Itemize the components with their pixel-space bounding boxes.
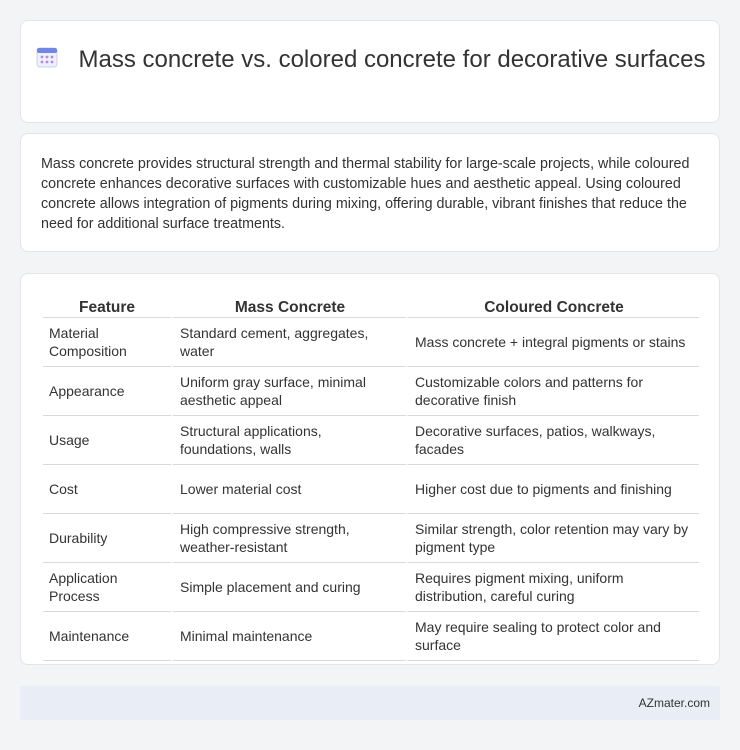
table-cell: Customizable colors and patterns for decorative finish	[406, 367, 699, 416]
table-cell: Application Process	[43, 563, 171, 612]
table-row	[43, 318, 699, 367]
summary-paragraph: Mass concrete provides structural strength and thermal stability for large-scale projects, while coloured concrete enhances decorative surfaces with customizable hues and aesthetic appeal. Using coloured concrete allows integration of pigments during mixing, offering durable, vibrant finishes that reduce the need for additional surface treatments.	[41, 156, 690, 232]
table-cell: Appearance	[43, 367, 171, 416]
table-row	[43, 514, 699, 563]
table-cell: Material Composition	[43, 318, 171, 367]
table-cell: Decorative surfaces, patios, walkways, facades	[406, 416, 699, 465]
table-row	[43, 367, 699, 416]
comparison-table-card	[20, 273, 720, 665]
table-cell: High compressive strength, weather-resistant	[171, 514, 406, 563]
title-card	[20, 20, 720, 123]
table-header-row	[43, 296, 699, 318]
table-row	[43, 612, 699, 661]
table-cell: Minimal maintenance	[171, 612, 406, 661]
table-cell: Simple placement and curing	[171, 563, 406, 612]
table-cell: Lower material cost	[171, 465, 406, 514]
page-title: Mass concrete vs. colored concrete for decorative surfaces	[78, 46, 706, 73]
footer-brand-link[interactable]: AZmater.com	[638, 696, 710, 710]
table-cell: Maintenance	[43, 612, 171, 661]
page-title-row	[21, 45, 719, 74]
table-cell: Usage	[43, 416, 171, 465]
table-cell: Similar strength, color retention may vary by pigment type	[406, 514, 699, 563]
table-row	[43, 563, 699, 612]
column-header: Coloured Concrete	[406, 296, 699, 318]
column-header: Feature	[43, 296, 171, 318]
footer-bar	[20, 686, 720, 720]
table-cell: Requires pigment mixing, uniform distribution, careful curing	[406, 563, 699, 612]
calendar-icon	[35, 45, 59, 69]
table-cell: Mass concrete + integral pigments or stains	[406, 318, 699, 367]
table-cell: Durability	[43, 514, 171, 563]
table-cell: May require sealing to protect color and surface	[406, 612, 699, 661]
table-cell: Higher cost due to pigments and finishing	[406, 465, 699, 514]
table-row	[43, 416, 699, 465]
column-header: Mass Concrete	[171, 296, 406, 318]
table-cell: Cost	[43, 465, 171, 514]
comparison-table	[43, 296, 699, 661]
summary-card	[20, 133, 720, 252]
table-cell: Structural applications, foundations, walls	[171, 416, 406, 465]
table-cell: Standard cement, aggregates, water	[171, 318, 406, 367]
table-row	[43, 465, 699, 514]
table-cell: Uniform gray surface, minimal aesthetic appeal	[171, 367, 406, 416]
